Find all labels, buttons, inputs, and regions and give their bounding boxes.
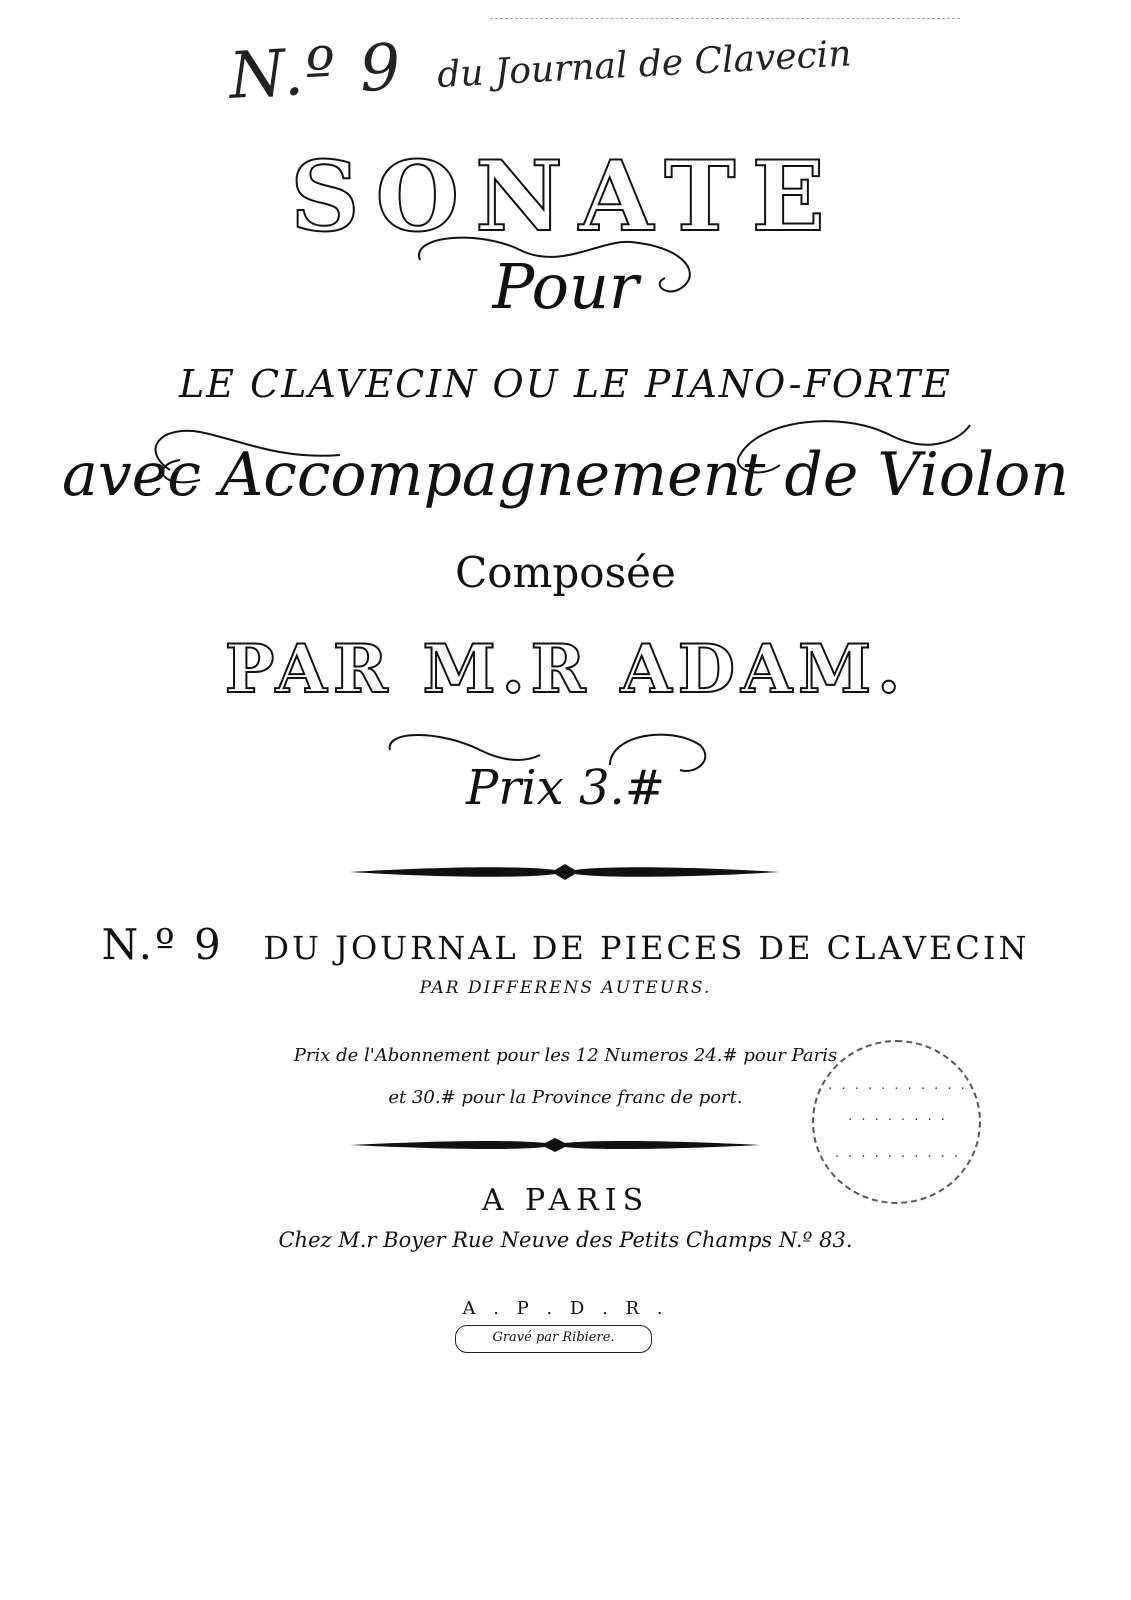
divider-bottom (350, 1135, 760, 1155)
divider-top (350, 862, 780, 882)
privilege-mark: A . P . D . R . (462, 1298, 669, 1319)
handwritten-number: N.º 9 (227, 30, 405, 114)
title: SONATE (290, 140, 841, 253)
subscription-line-2: et 30.# pour la Province franc de port. (388, 1087, 743, 1108)
journal-text: DU JOURNAL DE PIECES DE CLAVECIN (263, 929, 1030, 967)
handwritten-text: du Journal de Clavecin (436, 33, 853, 97)
subscription-line-1: Prix de l'Abonnement pour les 12 Numeros 24.# pour Paris (293, 1045, 838, 1066)
composee-text: Composée (455, 548, 676, 597)
handwritten-note (227, 0, 992, 160)
price-text: Prix 3.# (466, 760, 665, 816)
journal-line (0, 920, 1131, 969)
imprint-city: A PARIS (481, 1183, 650, 1218)
authors-line: PAR DIFFERENS AUTEURS. (419, 978, 712, 998)
journal-number: N.º 9 (101, 920, 224, 969)
accompaniment-text: avec Accompagnement de Violon (62, 440, 1069, 510)
instrument-line: LE CLAVECIN OU LE PIANO-FORTE (178, 362, 953, 406)
pour-text: Pour (492, 250, 639, 323)
composer-name: PAR M.R ADAM. (224, 630, 907, 708)
library-stamp-icon: · · · · · · · · · · · · · · · · · · · · · · · · · · · · · (812, 1040, 981, 1204)
imprint-address: Chez M.r Boyer Rue Neuve des Petits Champs N.º 83. (278, 1228, 853, 1252)
engraver-cartouche: Gravé par Ribiere. (455, 1325, 652, 1353)
